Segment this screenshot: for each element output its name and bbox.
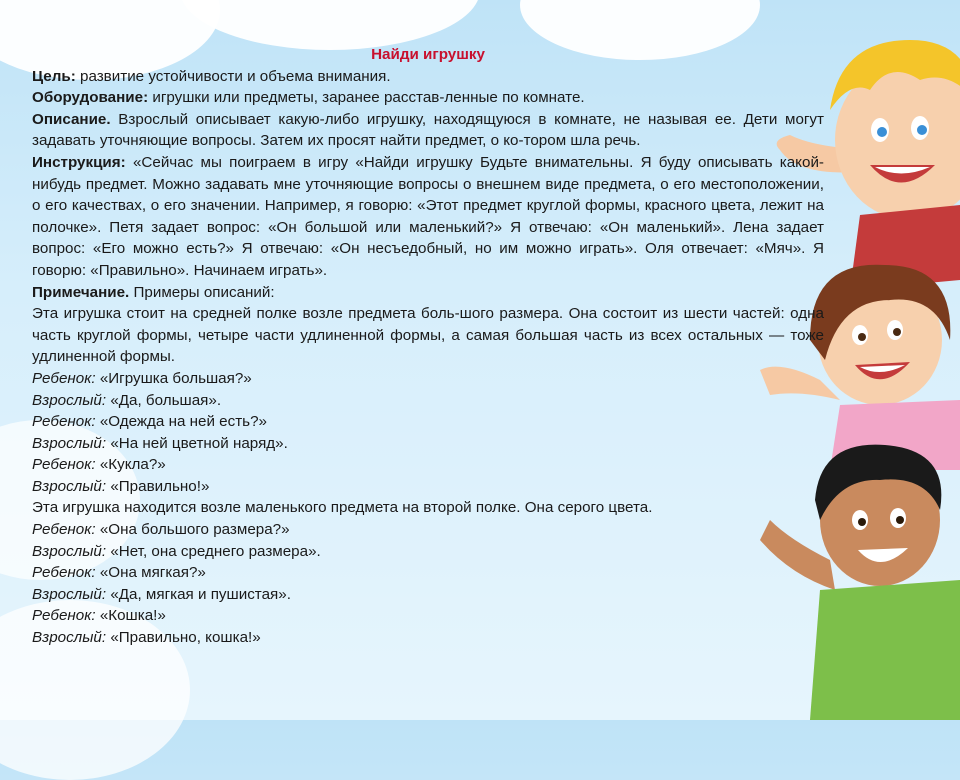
speaker: Взрослый:: [32, 629, 107, 647]
example-paragraph: Эта игрушка стоит на средней полке возле предмета боль-шого размера. Она состоит из шести частей: одна часть круглой формы, четыре части удлиненной формы, а самая большая часть из всех остальных — тоже удлиненной формы.: [32, 305, 824, 366]
speaker: Ребенок:: [32, 607, 96, 625]
speaker: Взрослый:: [32, 391, 107, 409]
dialogue-line: [32, 390, 824, 412]
dialogue-line: [32, 411, 824, 433]
description-paragraph: [32, 109, 824, 152]
dialogue-line: [32, 454, 824, 476]
utterance: «Нет, она среднего размера».: [106, 542, 321, 560]
note-label: Примечание.: [32, 283, 130, 301]
dialogue-line: [32, 605, 824, 627]
speaker: Взрослый:: [32, 434, 107, 452]
utterance: «Одежда на ней есть?»: [95, 413, 267, 431]
utterance: «Правильно!»: [106, 477, 210, 495]
goal-text: развитие устойчивости и объема внимания.: [75, 67, 391, 85]
speaker: Ребенок:: [32, 413, 96, 431]
speaker: Ребенок:: [32, 369, 96, 387]
utterance: «Игрушка большая?»: [95, 369, 252, 387]
dialogue-line: [32, 433, 824, 455]
equipment-paragraph: [32, 87, 824, 109]
dialogue-line: [32, 476, 824, 498]
speaker: Взрослый:: [32, 542, 107, 560]
utterance: «Да, мягкая и пушистая».: [106, 585, 291, 603]
speaker: Ребенок:: [32, 456, 96, 474]
equipment-text: игрушки или предметы, заранее расстав-ленные по комнате.: [148, 89, 585, 107]
instruction-label: Инструкция:: [32, 153, 126, 171]
equipment-label: Оборудование:: [32, 89, 149, 107]
note-paragraph: [32, 282, 824, 304]
dialogue-line: [32, 584, 824, 606]
dialogue-line: [32, 368, 824, 390]
document-body: [32, 44, 824, 649]
description-label: Описание.: [32, 110, 111, 128]
utterance: «На ней цветной наряд».: [106, 434, 288, 452]
instruction-text: «Сейчас мы поиграем в игру «Найди игрушку Будьте внимательны. Я буду описывать какой-нибудь предмет. Можно задавать мне уточняющие вопросы о внешнем виде предмета, о его местоположении, о его качествах, о его значении. Например, я говорю: «Этот предмет круглой формы, красного цвета, лежит на полочке». Петя задает вопрос: «Он большой или маленький?» Я отвечаю: «Он маленький». Лена задает вопрос: «Его можно есть?» Я отвечаю: «Он несъедобный, но им можно играть». Оля отвечает: «Мяч». Я говорю: «Правильно». Начинаем играть».: [32, 153, 824, 279]
speaker: Ребенок:: [32, 564, 96, 582]
note-text: Примеры описаний:: [129, 283, 275, 301]
utterance: «Кошка!»: [95, 607, 166, 625]
dialogue-line: [32, 562, 824, 584]
utterance: «Она мягкая?»: [95, 564, 206, 582]
description-text: Взрослый описывает какую-либо игрушку, находящуюся в комнате, не называя ее. Дети могут задавать уточняющие вопросы. Затем их просят найти предмет, о ко-тором шла речь.: [32, 110, 824, 150]
dialogue-line: [32, 541, 824, 563]
utterance: «Кукла?»: [95, 456, 166, 474]
instruction-paragraph: [32, 152, 824, 282]
speaker: Взрослый:: [32, 477, 107, 495]
goal-paragraph: [32, 66, 824, 88]
utterance: «Правильно, кошка!»: [106, 629, 261, 647]
page-title: Найди игрушку: [371, 46, 485, 63]
example-paragraph: Эта игрушка находится возле маленького предмета на второй полке. Она серого цвета.: [32, 499, 653, 517]
cloud-decoration: [180, 0, 480, 50]
utterance: «Да, большая».: [106, 391, 222, 409]
speaker: Взрослый:: [32, 585, 107, 603]
dialogue-line: [32, 519, 824, 541]
dialogue-line: [32, 627, 824, 649]
utterance: «Она большого размера?»: [95, 521, 290, 539]
goal-label: Цель:: [32, 67, 76, 85]
speaker: Ребенок:: [32, 521, 96, 539]
